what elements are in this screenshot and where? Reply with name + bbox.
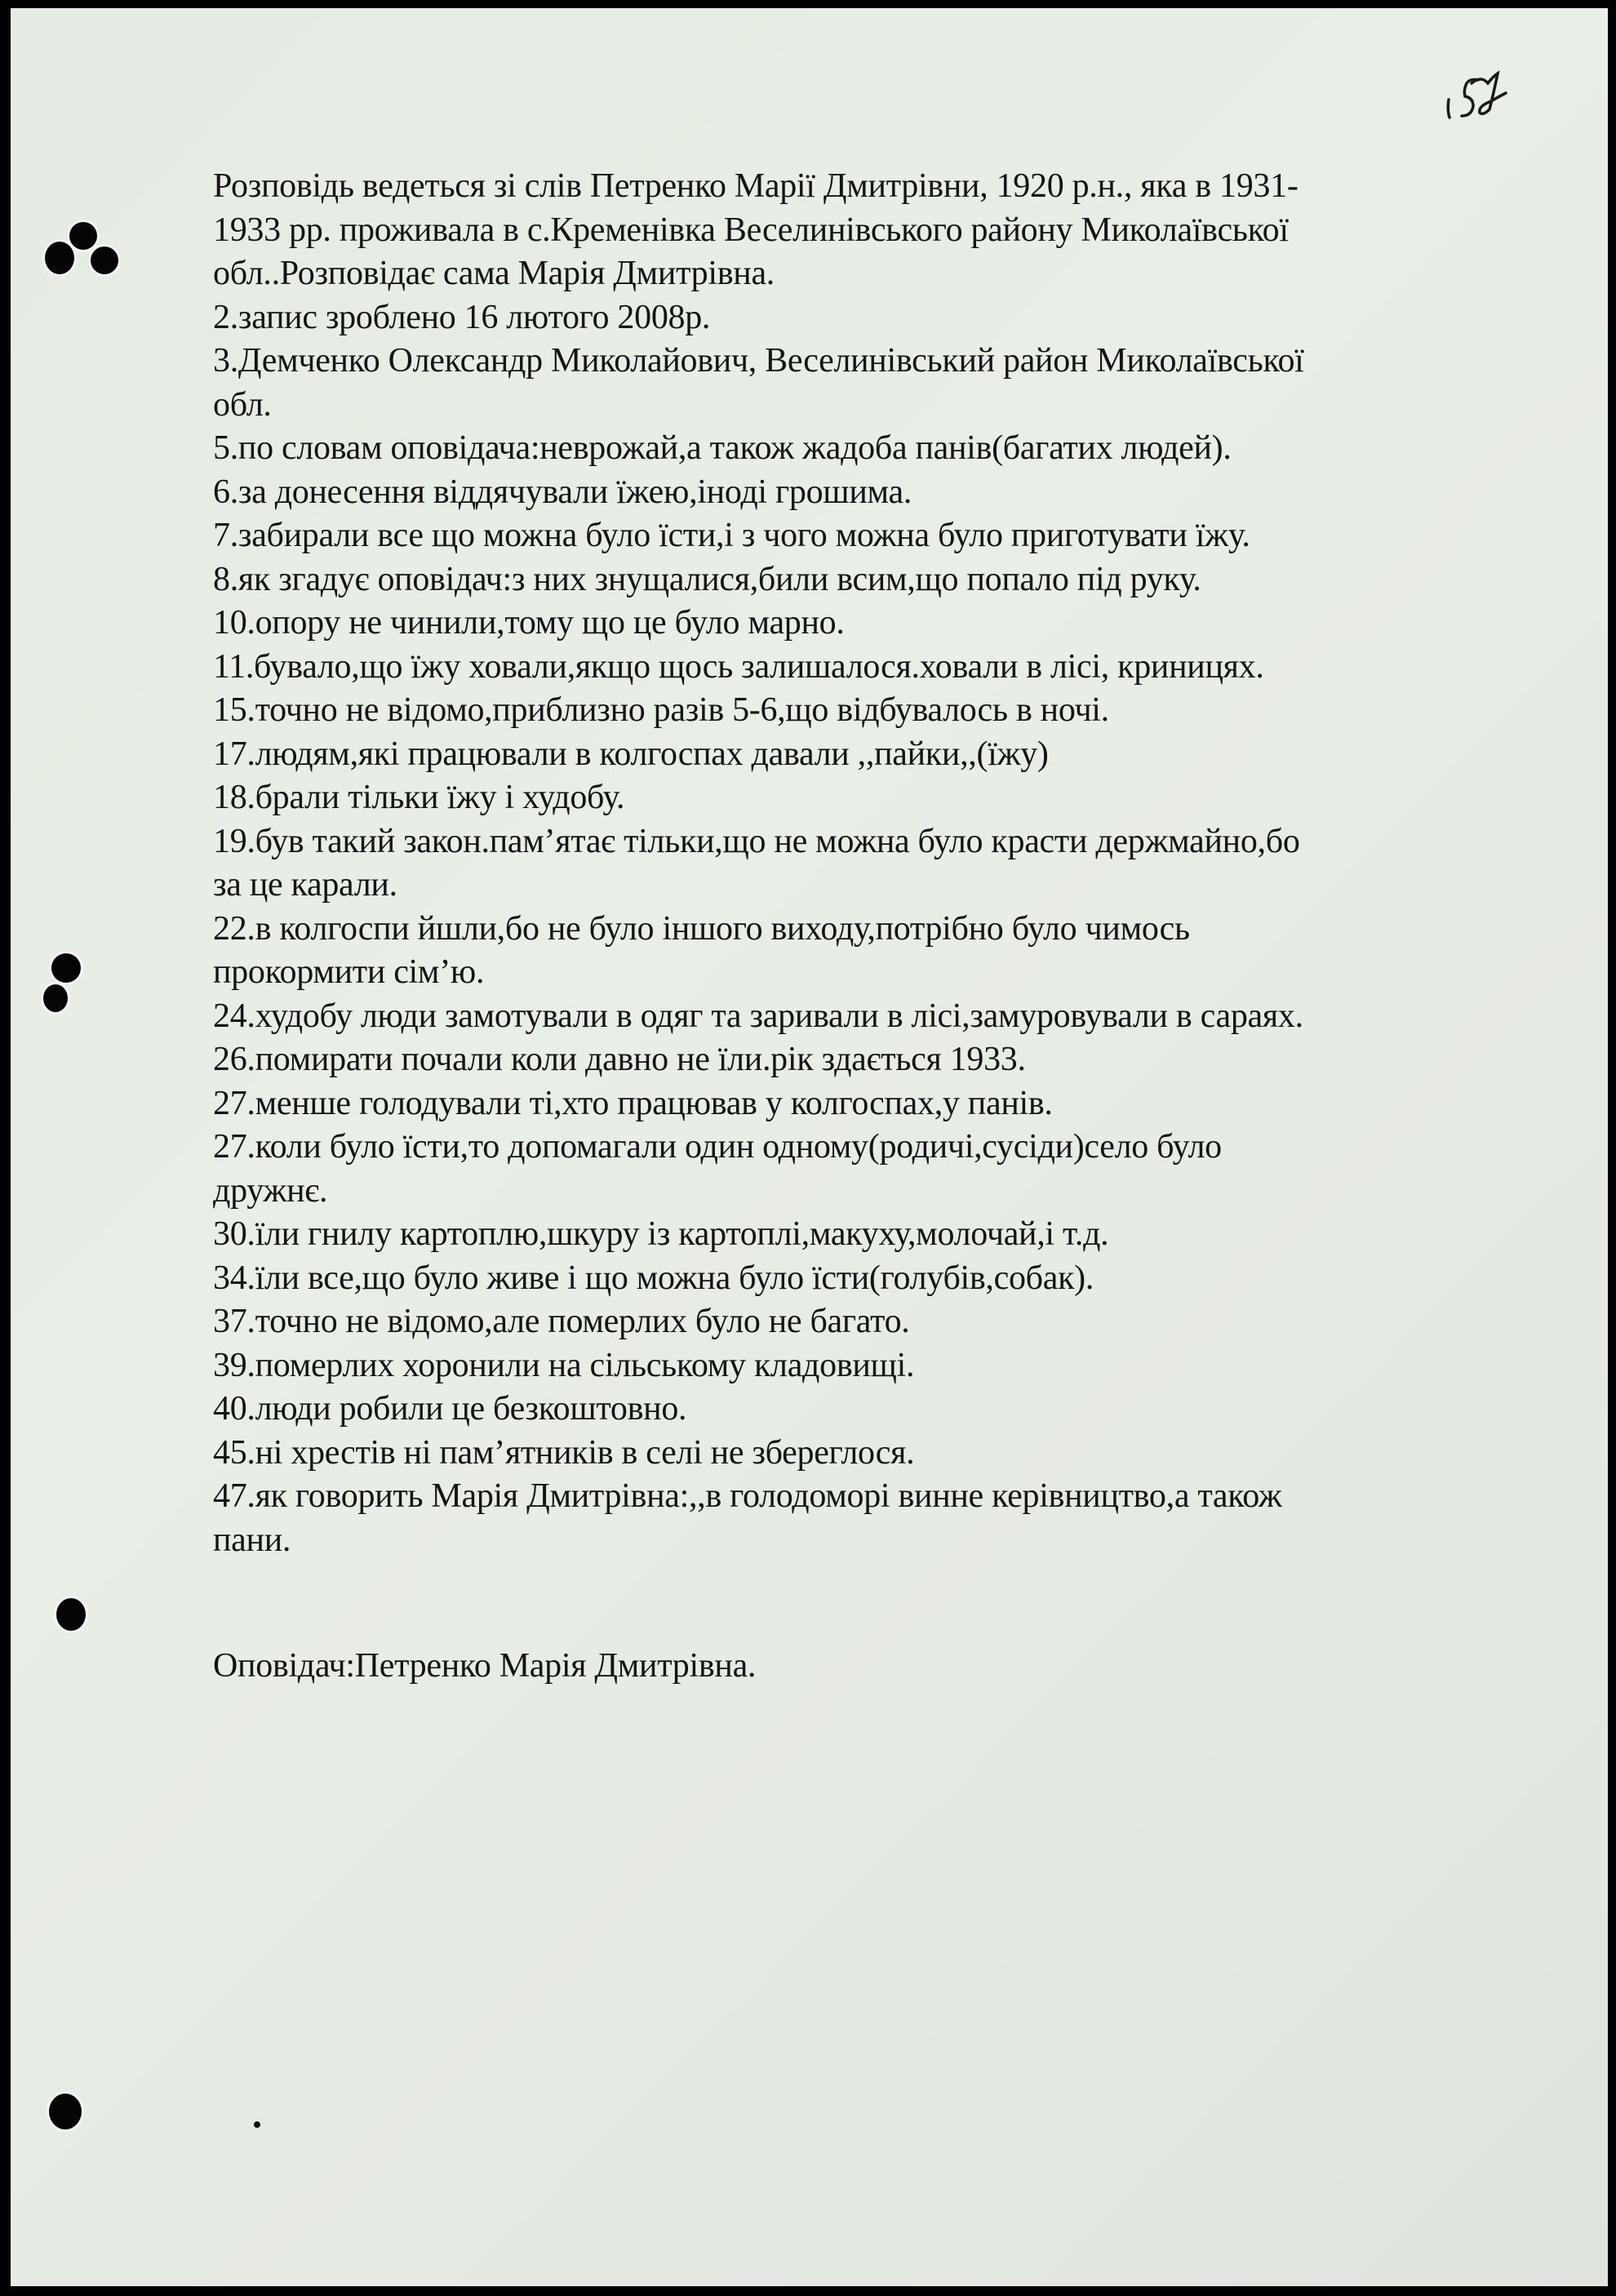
document-page <box>11 8 1608 2286</box>
text-line: 7.забирали все що можна було їсти,і з чого можна було приготувати їжу. <box>213 517 1250 554</box>
text-line: прокормити сім’ю. <box>213 953 485 991</box>
paragraph <box>213 602 1486 646</box>
text-line: 6.за донесення віддячували їжею,іноді грошима. <box>213 473 912 511</box>
paragraph <box>213 558 1486 602</box>
punch-hole <box>49 2094 82 2129</box>
paragraph <box>213 776 1486 820</box>
text-line: 2.запис зроблено 16 лютого 2008р. <box>213 298 711 336</box>
punch-hole <box>51 953 81 983</box>
page-number-handwriting-icon <box>1441 65 1514 122</box>
paragraph <box>213 908 1486 995</box>
text-line: пани. <box>213 1521 291 1559</box>
text-line: обл. <box>213 385 272 424</box>
text-line: 39.померлих хоронили на сільському кладовищі. <box>213 1346 915 1384</box>
text-line: 27.коли було їсти,то допомагали один одному(родичі,сусіди)село було <box>213 1128 1222 1166</box>
text-line: 40.люди робили це безкоштовно. <box>213 1390 687 1428</box>
paragraph <box>213 165 1486 296</box>
paragraph <box>213 1213 1486 1257</box>
paragraph <box>213 1082 1486 1126</box>
paragraph <box>213 1126 1486 1213</box>
text-line: дружнє. <box>213 1171 328 1210</box>
paragraph <box>213 471 1486 515</box>
text-line: 17.людям,які працювали в колгоспах давали ,,пайки,,(їжу) <box>213 735 1049 773</box>
paragraph <box>213 427 1486 471</box>
paragraph <box>213 340 1486 427</box>
text-line: 26.помирати почали коли давно не їли.рік здається 1933. <box>213 1041 1026 1078</box>
text-line: 11.бувало,що їжу ховали,якщо щось залишалося.ховали в лісі, криницях. <box>213 647 1264 686</box>
paragraph <box>213 296 1486 340</box>
text-line: 27.менше голодували ті,хто працював у колгоспах,у панів. <box>213 1084 1053 1122</box>
text-line: 45.ні хрестів ні пам’ятників в селі не збереглося. <box>213 1433 915 1472</box>
text-line: обл..Розповідає сама Марія Дмитрівна. <box>213 255 775 292</box>
text-line: 30.їли гнилу картоплю,шкуру із картоплі,макуху,молочай,і т.д. <box>213 1215 1109 1253</box>
text-line: 34.їли все,що було живе і що можна було їсти(голубів,собак). <box>213 1259 1094 1297</box>
paragraph <box>213 733 1486 777</box>
text-line: 8.як згадує оповідач:з них знущалися,били всим,що попало під руку. <box>213 560 1201 598</box>
text-line: за це карали. <box>213 866 397 904</box>
text-line: 15.точно не відомо,приблизно разів 5-6,що відбувалось в ночі. <box>213 691 1109 729</box>
paragraph <box>213 1432 1486 1476</box>
punch-hole <box>56 1598 86 1631</box>
paragraph <box>213 646 1486 690</box>
paragraph <box>213 689 1486 733</box>
speck-mark <box>254 2121 260 2128</box>
text-line: 3.Демченко Олександр Миколайович, Веселинівський район Миколаївської <box>213 342 1304 380</box>
text-line: Розповідь ведеться зі слів Петренко Марії Дмитрівни, 1920 р.н., яка в 1931- <box>213 167 1299 205</box>
handwritten-page-number <box>1441 65 1514 122</box>
text-line: 5.по словам оповідача:неврожай,а також жадоба панів(багатих людей). <box>213 429 1232 467</box>
paragraph <box>213 1257 1486 1301</box>
punch-hole-cluster <box>42 222 131 287</box>
paragraph <box>213 1388 1486 1432</box>
punch-hole <box>43 984 68 1012</box>
text-line: 19.був такий закон.пам’ятає тільки,що не можна було красти держмайно,бо <box>213 822 1300 860</box>
paragraph <box>213 1300 1486 1344</box>
paragraph <box>213 1344 1486 1388</box>
paragraph <box>213 995 1486 1039</box>
testimony-text <box>213 165 1486 1562</box>
narrator-line: Оповідач:Петренко Марія Дмитрівна. <box>213 1647 757 1685</box>
paragraph <box>213 514 1486 558</box>
text-line: 37.точно не відомо,але померлих було не багато. <box>213 1303 910 1340</box>
paragraph <box>213 1038 1486 1082</box>
text-line: 18.брали тільки їжу і худобу. <box>213 779 625 816</box>
text-line: 22.в колгоспи йшли,бо не було іншого виходу,потрібно було чимось <box>213 909 1190 948</box>
text-line: 1933 рр. проживала в с.Кременівка Веселинівського району Миколаївської <box>213 211 1289 249</box>
text-line: 10.опору не чинили,тому що це було марно. <box>213 604 845 642</box>
text-line: 47.як говорить Марія Дмитрівна:,,в голодоморі винне керівництво,а також <box>213 1477 1282 1515</box>
paragraph <box>213 1475 1486 1562</box>
paragraph <box>213 820 1486 908</box>
text-line: 24.худобу люди замотували в одяг та заривали в лісі,замуровували в сараях. <box>213 997 1303 1035</box>
